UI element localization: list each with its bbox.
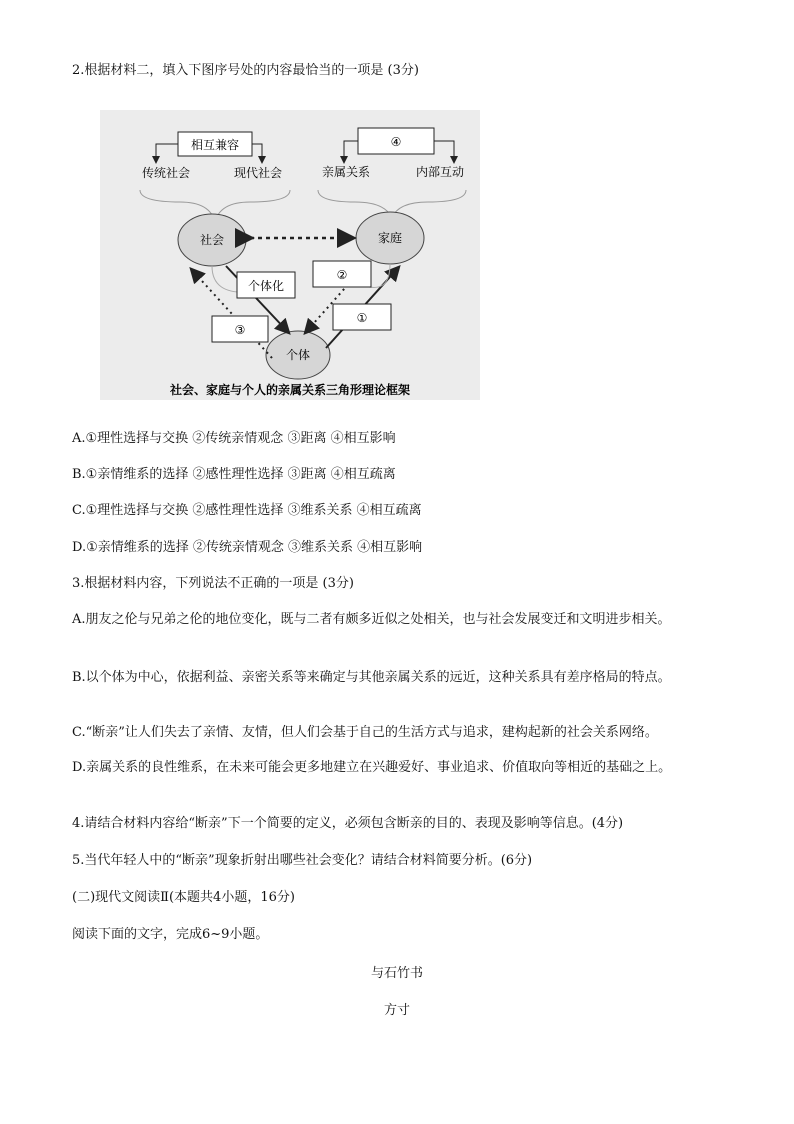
q5-stem: 5.当代年轻人中的“断亲”现象折射出哪些社会变化？请结合材料简要分析。(6分) xyxy=(72,853,533,868)
label-3: ③ xyxy=(234,323,246,337)
q3-stem: 3.根据材料内容，下列说法不正确的一项是 (3分) xyxy=(72,576,354,591)
label-4: ④ xyxy=(390,135,402,149)
q3-option-c[interactable]: C.“断亲”让人们失去了亲情、友情，但人们会基于自己的生活方式与追求，建构起新的社会关系网络。 xyxy=(72,725,658,740)
label-mutual-compatible: 相互兼容 xyxy=(190,138,240,152)
article-title: 与石竹书 xyxy=(370,966,423,981)
label-individualization: 个体化 xyxy=(247,279,285,293)
label-individual: 个体 xyxy=(285,348,311,362)
q3-option-a[interactable]: A.朋友之伦与兄弟之伦的地位变化，既与二者有颇多近似之处相关，也与社会发展变迁和文明进步相关。 xyxy=(72,612,671,627)
q2-option-c[interactable]: C.①理性选择与交换 ②感性理性选择 ③维系关系 ④相互疏离 xyxy=(72,503,422,518)
section-heading: (二)现代文阅读Ⅱ(本题共4小题，16分) xyxy=(72,890,295,905)
q2-stem: 2.根据材料二，填入下图序号处的内容最恰当的一项是 (3分) xyxy=(72,63,419,78)
label-1: ① xyxy=(356,311,368,325)
label-internal-interaction: 内部互动 xyxy=(415,165,465,179)
q4-stem: 4.请结合材料内容给“断亲”下一个简要的定义，必须包含断亲的目的、表现及影响等信息。(4分) xyxy=(72,816,624,831)
q2-option-d[interactable]: D.①亲情维系的选择 ②传统亲情观念 ③维系关系 ④相互影响 xyxy=(72,540,423,555)
reading-instruction: 阅读下面的文字，完成6~9小题。 xyxy=(72,927,269,942)
q3-option-d[interactable]: D.亲属关系的良性维系，在未来可能会更多地建立在兴趣爱好、事业追求、价值取向等相近的基础之上。 xyxy=(72,760,672,775)
label-traditional-society: 传统社会 xyxy=(141,166,191,180)
label-kinship: 亲属关系 xyxy=(321,165,371,179)
q2-option-a[interactable]: A.①理性选择与交换 ②传统亲情观念 ③距离 ④相互影响 xyxy=(72,431,396,446)
label-modern-society: 现代社会 xyxy=(233,166,283,180)
label-society: 社会 xyxy=(199,233,225,247)
q2-option-b[interactable]: B.①亲情维系的选择 ②感性理性选择 ③距离 ④相互疏离 xyxy=(72,467,396,482)
diagram-svg xyxy=(100,110,480,400)
label-2: ② xyxy=(336,268,348,282)
q3-option-b[interactable]: B.以个体为中心，依据利益、亲密关系等来确定与其他亲属关系的远近，这种关系具有差序格局的特点。 xyxy=(72,670,671,685)
triangle-diagram xyxy=(100,110,480,400)
diagram-caption: 社会、家庭与个人的亲属关系三角形理论框架 xyxy=(169,383,411,397)
article-author: 方寸 xyxy=(383,1003,410,1018)
label-family: 家庭 xyxy=(377,231,403,245)
